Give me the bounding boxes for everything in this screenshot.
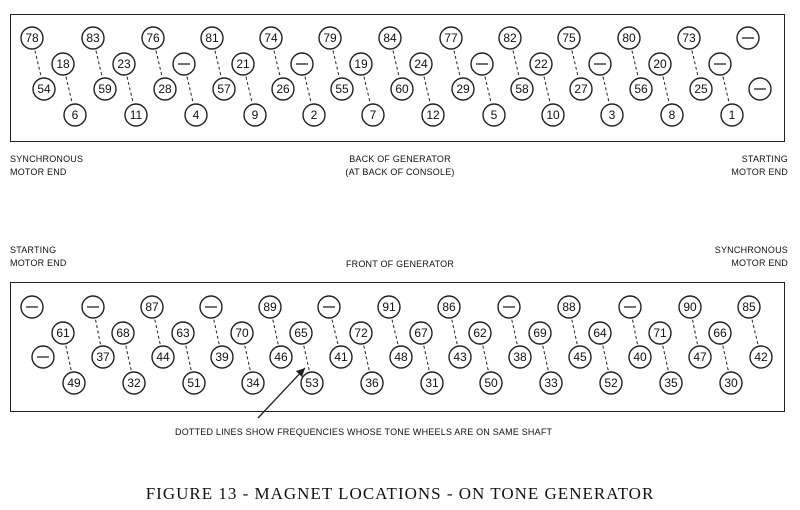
- svg-text:89: 89: [263, 300, 277, 314]
- svg-text:38: 38: [513, 350, 527, 364]
- shaft-connector: [663, 77, 669, 103]
- magnet-81: [201, 27, 223, 49]
- magnet-18: [52, 53, 74, 75]
- top-magnets-group: [21, 27, 771, 126]
- svg-text:90: 90: [683, 300, 697, 314]
- magnet-blank: [737, 27, 759, 49]
- svg-text:58: 58: [515, 82, 529, 96]
- magnet-79: [319, 27, 341, 49]
- magnet-30: [720, 372, 742, 394]
- magnet-60: [391, 78, 413, 100]
- svg-text:75: 75: [562, 31, 576, 45]
- svg-text:71: 71: [653, 326, 667, 340]
- svg-text:33: 33: [544, 376, 558, 390]
- shaft-connector: [512, 320, 517, 345]
- svg-text:21: 21: [236, 57, 250, 71]
- svg-text:8: 8: [668, 108, 676, 122]
- svg-text:24: 24: [414, 57, 428, 71]
- magnet-83: [82, 27, 104, 49]
- svg-text:10: 10: [546, 108, 560, 122]
- shaft-connector: [126, 346, 131, 371]
- magnet-64: [589, 322, 611, 344]
- shaft-connector: [513, 51, 519, 77]
- shaft-connector: [483, 346, 488, 371]
- magnet-26: [272, 78, 294, 100]
- magnet-3: [601, 104, 623, 126]
- svg-text:53: 53: [305, 376, 319, 390]
- magnet-—: [709, 53, 731, 75]
- svg-text:91: 91: [382, 300, 396, 314]
- shaft-connector: [246, 77, 252, 103]
- magnet-65: [290, 322, 312, 344]
- magnet-73: [678, 27, 700, 49]
- svg-text:48: 48: [394, 350, 408, 364]
- magnet-46: [270, 346, 292, 368]
- svg-text:64: 64: [593, 326, 607, 340]
- svg-text:26: 26: [276, 82, 290, 96]
- shaft-connector: [155, 320, 160, 345]
- svg-text:82: 82: [503, 31, 517, 45]
- magnet-48: [390, 346, 412, 368]
- shaft-connector: [156, 51, 162, 77]
- svg-text:77: 77: [444, 31, 458, 45]
- svg-text:35: 35: [664, 376, 678, 390]
- magnet-—: [291, 53, 313, 75]
- magnet-75: [558, 27, 580, 49]
- svg-text:9: 9: [251, 108, 259, 122]
- svg-text:49: 49: [67, 376, 81, 390]
- svg-text:63: 63: [176, 326, 190, 340]
- magnet-6: [64, 104, 86, 126]
- magnet-74: [260, 27, 282, 49]
- svg-text:86: 86: [442, 300, 456, 314]
- shaft-connector: [273, 320, 278, 345]
- shaft-connector: [603, 77, 609, 103]
- magnet-1: [721, 104, 743, 126]
- svg-text:37: 37: [96, 350, 110, 364]
- magnet-25: [690, 78, 712, 100]
- svg-text:66: 66: [713, 326, 727, 340]
- magnet-32: [123, 372, 145, 394]
- magnet-24: [410, 53, 432, 75]
- svg-text:7: 7: [369, 108, 377, 122]
- magnet-21: [232, 53, 254, 75]
- magnet-66: [709, 322, 731, 344]
- magnet-90: [679, 296, 701, 318]
- svg-text:67: 67: [414, 326, 428, 340]
- shaft-connector: [66, 77, 72, 103]
- magnet-34: [242, 372, 264, 394]
- magnet-22: [530, 53, 552, 75]
- svg-text:68: 68: [116, 326, 130, 340]
- svg-text:83: 83: [86, 31, 100, 45]
- magnet-52: [600, 372, 622, 394]
- svg-text:72: 72: [354, 326, 368, 340]
- svg-text:56: 56: [634, 82, 648, 96]
- shaft-connector: [127, 77, 133, 103]
- svg-text:55: 55: [335, 82, 349, 96]
- shaft-connector: [693, 320, 698, 345]
- svg-text:18: 18: [56, 57, 70, 71]
- bottom-left-label: STARTING MOTOR END: [10, 245, 67, 268]
- svg-text:42: 42: [754, 350, 768, 364]
- svg-text:31: 31: [425, 376, 439, 390]
- magnet-—: [21, 296, 43, 318]
- magnet-70: [231, 322, 253, 344]
- svg-text:80: 80: [622, 31, 636, 45]
- shaft-connector: [544, 77, 550, 103]
- magnet-56: [630, 78, 652, 100]
- magnet-78: [21, 27, 43, 49]
- svg-text:78: 78: [25, 31, 39, 45]
- svg-text:6: 6: [71, 108, 79, 122]
- magnet-89: [259, 296, 281, 318]
- magnet-19: [350, 53, 372, 75]
- magnet-43: [449, 346, 471, 368]
- magnet-80: [618, 27, 640, 49]
- shaft-connector: [692, 51, 698, 77]
- shaft-connector: [633, 320, 638, 345]
- magnet-8: [661, 104, 683, 126]
- svg-text:30: 30: [724, 376, 738, 390]
- svg-text:32: 32: [127, 376, 141, 390]
- magnet-87: [141, 296, 163, 318]
- svg-text:28: 28: [158, 82, 172, 96]
- svg-text:60: 60: [395, 82, 409, 96]
- shaft-connector: [393, 51, 399, 77]
- magnet-69: [529, 322, 551, 344]
- magnet-84: [379, 27, 401, 49]
- magnet-—: [200, 296, 222, 318]
- shaft-connector: [96, 320, 101, 345]
- svg-text:29: 29: [456, 82, 470, 96]
- magnet-49: [63, 372, 85, 394]
- magnet-37: [92, 346, 114, 368]
- svg-text:51: 51: [187, 376, 201, 390]
- shaft-connector: [214, 320, 219, 345]
- magnet-44: [152, 346, 174, 368]
- magnet-40: [629, 346, 651, 368]
- shaft-connector: [274, 51, 280, 77]
- svg-text:87: 87: [145, 300, 159, 314]
- magnet-10: [542, 104, 564, 126]
- svg-text:11: 11: [129, 108, 143, 122]
- svg-text:73: 73: [682, 31, 696, 45]
- shaft-connector: [245, 346, 250, 371]
- svg-text:12: 12: [426, 108, 440, 122]
- magnet-4: [185, 104, 207, 126]
- magnet-38: [509, 346, 531, 368]
- svg-text:79: 79: [323, 31, 337, 45]
- magnet-23: [113, 53, 135, 75]
- svg-text:74: 74: [264, 31, 278, 45]
- svg-text:50: 50: [484, 376, 498, 390]
- magnet-—: [589, 53, 611, 75]
- svg-text:41: 41: [334, 350, 348, 364]
- magnet-85: [738, 296, 760, 318]
- svg-text:70: 70: [235, 326, 249, 340]
- magnet-—: [471, 53, 493, 75]
- magnet-58: [511, 78, 533, 100]
- top-center-label: BACK OF GENERATOR (AT BACK OF CONSOLE): [345, 154, 455, 177]
- svg-text:25: 25: [694, 82, 708, 96]
- shaft-connector: [454, 51, 460, 77]
- bottom-center-label: FRONT OF GENERATOR: [345, 259, 455, 269]
- magnet-53: [301, 372, 323, 394]
- magnet-71: [649, 322, 671, 344]
- magnet-—: [498, 296, 520, 318]
- svg-text:46: 46: [274, 350, 288, 364]
- svg-text:52: 52: [604, 376, 618, 390]
- note-arrow-line: [258, 368, 305, 418]
- svg-text:27: 27: [574, 82, 588, 96]
- magnet-76: [142, 27, 164, 49]
- magnet-36: [361, 372, 383, 394]
- figure-caption: FIGURE 13 - MAGNET LOCATIONS - ON TONE GENERATOR: [145, 484, 655, 503]
- svg-text:47: 47: [693, 350, 707, 364]
- shaft-connector: [35, 51, 41, 77]
- magnet-54: [33, 78, 55, 100]
- magnet-82: [499, 27, 521, 49]
- magnet-9: [244, 104, 266, 126]
- magnet-51: [183, 372, 205, 394]
- shaft-connector: [215, 51, 221, 77]
- shaft-connector: [392, 320, 398, 345]
- svg-text:34: 34: [246, 376, 260, 390]
- shaft-connector: [452, 320, 457, 345]
- svg-text:3: 3: [608, 108, 616, 122]
- magnet-—: [318, 296, 340, 318]
- svg-text:45: 45: [573, 350, 587, 364]
- shaft-connector: [424, 77, 430, 103]
- magnet-59: [94, 78, 116, 100]
- magnet-—: [82, 296, 104, 318]
- shaft-connector: [572, 51, 578, 77]
- svg-text:84: 84: [383, 31, 397, 45]
- magnet-11: [125, 104, 147, 126]
- shaft-connector: [364, 346, 369, 371]
- svg-text:4: 4: [192, 108, 200, 122]
- magnet-77: [440, 27, 462, 49]
- magnet-67: [410, 322, 432, 344]
- top-left-label: SYNCHRONOUS MOTOR END: [10, 154, 84, 177]
- magnet-63: [172, 322, 194, 344]
- magnet-62: [469, 322, 491, 344]
- magnet-91: [378, 296, 400, 318]
- svg-text:61: 61: [56, 326, 70, 340]
- shaft-connector: [572, 320, 577, 345]
- svg-text:2: 2: [310, 108, 318, 122]
- shaft-connector: [543, 346, 548, 371]
- shaft-connector: [752, 320, 758, 345]
- magnet-42: [750, 346, 772, 368]
- magnet-7: [362, 104, 384, 126]
- magnet-57: [213, 78, 235, 100]
- shaft-connector: [663, 346, 668, 371]
- shaft-connector: [424, 346, 429, 371]
- svg-text:54: 54: [37, 82, 51, 96]
- magnet-61: [52, 322, 74, 344]
- magnet-86: [438, 296, 460, 318]
- svg-text:36: 36: [365, 376, 379, 390]
- magnet-88: [558, 296, 580, 318]
- svg-text:44: 44: [156, 350, 170, 364]
- magnet-31: [421, 372, 443, 394]
- svg-text:65: 65: [294, 326, 308, 340]
- svg-text:57: 57: [217, 82, 231, 96]
- magnet-47: [689, 346, 711, 368]
- bottom-right-label: SYNCHRONOUS MOTOR END: [714, 245, 788, 268]
- shaft-connector: [332, 320, 338, 345]
- shaft-connector: [723, 77, 729, 103]
- magnet-blank: [749, 78, 771, 100]
- magnet-20: [649, 53, 671, 75]
- shaft-connector: [364, 77, 370, 103]
- shaft-connector: [96, 51, 102, 77]
- svg-text:23: 23: [117, 57, 131, 71]
- magnet-55: [331, 78, 353, 100]
- shaft-connector: [632, 51, 638, 77]
- svg-text:59: 59: [98, 82, 112, 96]
- svg-text:5: 5: [490, 108, 498, 122]
- top-right-label: STARTING MOTOR END: [731, 154, 788, 177]
- dotted-lines-note: DOTTED LINES SHOW FREQUENCIES WHOSE TONE WHEELS ARE ON SAME SHAFT: [175, 427, 553, 437]
- shaft-connector: [187, 77, 193, 103]
- magnet-2: [303, 104, 325, 126]
- magnet-29: [452, 78, 474, 100]
- magnet-50: [480, 372, 502, 394]
- svg-text:62: 62: [473, 326, 487, 340]
- svg-text:19: 19: [354, 57, 368, 71]
- magnet-12: [422, 104, 444, 126]
- magnet-68: [112, 322, 134, 344]
- shaft-connector: [485, 77, 491, 103]
- svg-text:81: 81: [205, 31, 219, 45]
- svg-text:69: 69: [533, 326, 547, 340]
- magnet-41: [330, 346, 352, 368]
- shaft-connector: [304, 346, 309, 371]
- magnet-27: [570, 78, 592, 100]
- svg-text:39: 39: [215, 350, 229, 364]
- svg-text:1: 1: [728, 108, 736, 122]
- magnet-—: [173, 53, 195, 75]
- shaft-connector: [723, 346, 728, 371]
- shaft-connector: [603, 346, 608, 371]
- shaft-connector: [66, 346, 71, 371]
- svg-text:85: 85: [742, 300, 756, 314]
- magnet-45: [569, 346, 591, 368]
- magnet-5: [483, 104, 505, 126]
- svg-text:88: 88: [562, 300, 576, 314]
- svg-text:43: 43: [453, 350, 467, 364]
- shaft-connector: [333, 51, 339, 77]
- shaft-connector: [186, 346, 191, 371]
- svg-text:40: 40: [633, 350, 647, 364]
- magnet-72: [350, 322, 372, 344]
- svg-text:20: 20: [653, 57, 667, 71]
- shaft-connector: [305, 77, 311, 103]
- magnet-—: [32, 346, 54, 368]
- svg-text:76: 76: [146, 31, 160, 45]
- magnet-—: [619, 296, 641, 318]
- magnet-28: [154, 78, 176, 100]
- magnet-33: [540, 372, 562, 394]
- bottom-magnets-group: [21, 296, 772, 394]
- magnet-35: [660, 372, 682, 394]
- svg-text:22: 22: [534, 57, 548, 71]
- magnet-39: [211, 346, 233, 368]
